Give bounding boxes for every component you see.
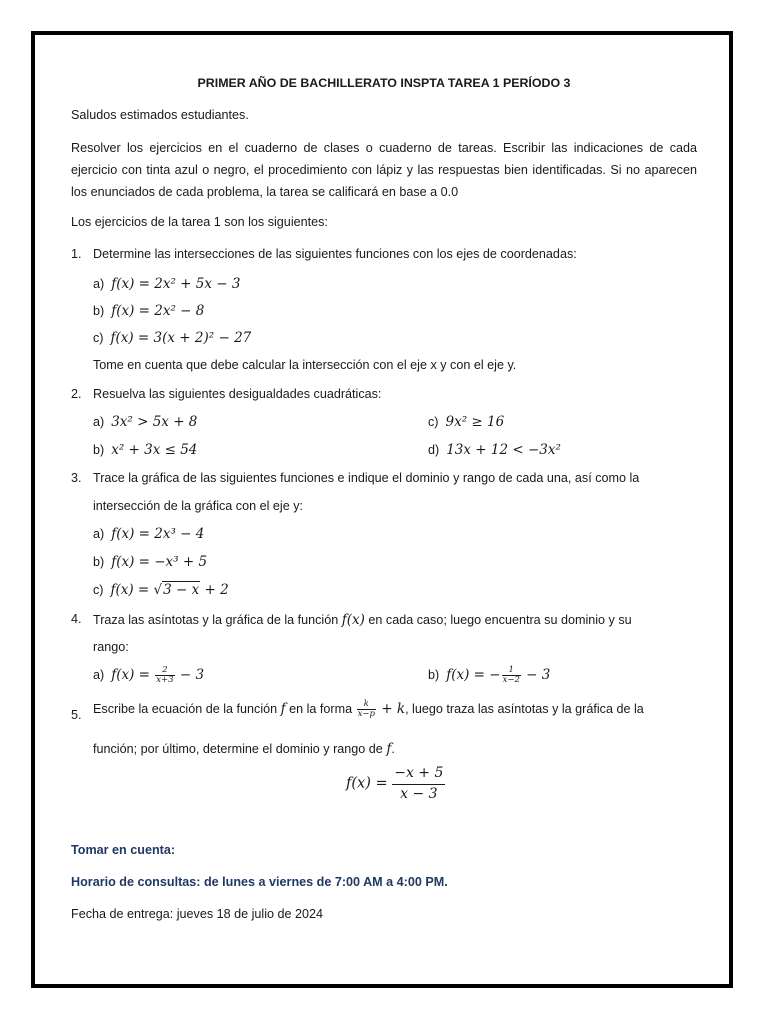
form-suffix: + k: [376, 701, 406, 717]
exercise-5-statement-line1: [93, 700, 644, 719]
item-expression-prefix: f(x) = −: [446, 667, 501, 683]
item-expression: f(x) = 2x³ − 4: [111, 526, 205, 542]
consultation-schedule: Horario de consultas: de lunes a viernes de 7:00 AM a 4:00 PM.: [71, 875, 448, 889]
fraction-numerator: −x + 5: [392, 765, 445, 785]
exercise-4-statement-line2: rango:: [93, 640, 129, 654]
exercise-2-number: 2.: [71, 387, 82, 401]
equation-lhs: f(x) =: [346, 775, 393, 792]
sqrt-symbol: √: [153, 582, 163, 598]
item-expression: 3x² > 5x + 8: [111, 414, 198, 430]
exercise-4-item-b: [428, 666, 550, 685]
greeting: Saludos estimados estudiantes.: [71, 108, 249, 122]
item-label: c): [428, 415, 439, 429]
exercise-2-item-a: [93, 413, 197, 431]
exercise-1-item-b: [93, 302, 204, 320]
fraction-numerator: k: [357, 700, 376, 710]
exercise-5-number: 5.: [71, 708, 82, 722]
fraction-denominator: x+3: [156, 675, 174, 686]
item-expression-suffix: + 2: [200, 582, 229, 598]
item-label: c): [93, 583, 104, 597]
item-expression: 9x² ≥ 16: [445, 414, 505, 430]
sqrt-radicand: 3 − x: [163, 582, 200, 598]
page-title: PRIMER AÑO DE BACHILLERATO INSPTA TAREA 1 PERÍODO 3: [197, 76, 571, 90]
item-label: b): [93, 443, 105, 457]
exercise-2-statement: Resuelva las siguientes desigualdades cuadráticas:: [93, 387, 382, 401]
statement-text: , luego traza las asíntotas y la gráfica de la: [405, 702, 644, 716]
statement-text: .: [391, 742, 395, 756]
statement-text: Traza las asíntotas y la gráfica de la función: [93, 613, 342, 627]
function-symbol: f: [386, 741, 392, 757]
fraction-denominator: x − 3: [400, 785, 438, 802]
item-label: c): [93, 331, 104, 345]
item-expression: f(x) = 2x² + 5x − 3: [111, 276, 241, 292]
exercise-2-item-c: [428, 413, 504, 431]
item-expression-suffix: − 3: [521, 667, 551, 683]
item-label: d): [428, 443, 440, 457]
exercise-4-number: 4.: [71, 612, 82, 626]
item-label: a): [93, 415, 105, 429]
exercise-1-item-a: [93, 275, 240, 293]
item-expression: f(x) = 2x² − 8: [111, 303, 205, 319]
exercise-4-statement-line1: [93, 611, 632, 629]
exercise-5-display-equation: [346, 765, 445, 803]
item-expression-suffix: − 3: [175, 667, 205, 683]
instructions: Resolver los ejercicios en el cuaderno de clases o cuaderno de tareas. Escribir las indicaciones de cada ejercicio con tinta azul o negro, el procedimiento con lápiz y las respuestas bien identificadas. Si no aparecen los enunciados de cada problema, la tarea se calificará en base a 0.0: [71, 141, 697, 199]
item-label: a): [93, 668, 105, 682]
exercise-1-note: Tome en cuenta que debe calcular la intersección con el eje x y con el eje y.: [93, 358, 517, 372]
fraction-denominator: x−2: [502, 675, 520, 686]
form-fraction: [357, 700, 376, 719]
fraction: [155, 666, 174, 685]
item-label: b): [93, 304, 105, 318]
exercise-2-item-d: [428, 441, 561, 459]
statement-text: en cada caso; luego encuentra su dominio y su: [364, 613, 632, 627]
due-date: Fecha de entrega: jueves 18 de julio de 2024: [71, 907, 324, 921]
exercise-4-item-a: [93, 666, 204, 685]
fraction-numerator: 1: [502, 666, 521, 676]
statement-text: función; por último, determine el dominio y rango de: [93, 742, 387, 756]
exercise-3-number: 3.: [71, 471, 82, 485]
display-fraction: [392, 765, 445, 803]
item-label: b): [93, 555, 105, 569]
fraction: [502, 666, 521, 685]
exercise-3-statement-line1: Trace la gráfica de las siguientes funciones e indique el dominio y rango de cada una, así como la: [93, 471, 640, 485]
exercise-1-number: 1.: [71, 247, 82, 261]
list-intro: Los ejercicios de la tarea 1 son los siguientes:: [71, 215, 328, 229]
exercise-1-statement: Determine las intersecciones de las siguientes funciones con los ejes de coordenadas:: [93, 247, 577, 261]
exercise-3-item-a: [93, 525, 204, 543]
statement-text: en la forma: [285, 702, 356, 716]
item-expression: x² + 3x ≤ 54: [111, 442, 198, 458]
note-label: Tomar en cuenta:: [71, 843, 176, 857]
item-label: a): [93, 527, 105, 541]
fraction-numerator: 2: [155, 666, 174, 676]
fraction-denominator: x−p: [357, 709, 375, 720]
item-expression-prefix: f(x) =: [110, 582, 154, 598]
item-expression: 13x + 12 < −3x²: [446, 442, 561, 458]
item-expression: f(x) = −x³ + 5: [111, 554, 208, 570]
item-label: b): [428, 668, 440, 682]
function-symbol: f(x): [341, 612, 365, 628]
exercise-3-statement-line2: intersección de la gráfica con el eje y:: [93, 499, 304, 513]
item-expression: f(x) = 3(x + 2)² − 27: [110, 330, 252, 346]
exercise-3-item-b: [93, 553, 207, 571]
exercise-5-statement-line2: [93, 740, 395, 758]
exercise-1-item-c: [93, 329, 251, 347]
exercise-2-item-b: [93, 441, 197, 459]
item-label: a): [93, 277, 105, 291]
item-expression-prefix: f(x) =: [111, 667, 155, 683]
function-symbol: f: [280, 701, 286, 717]
statement-text: Escribe la ecuación de la función: [93, 702, 281, 716]
exercise-3-item-c: [93, 581, 229, 599]
